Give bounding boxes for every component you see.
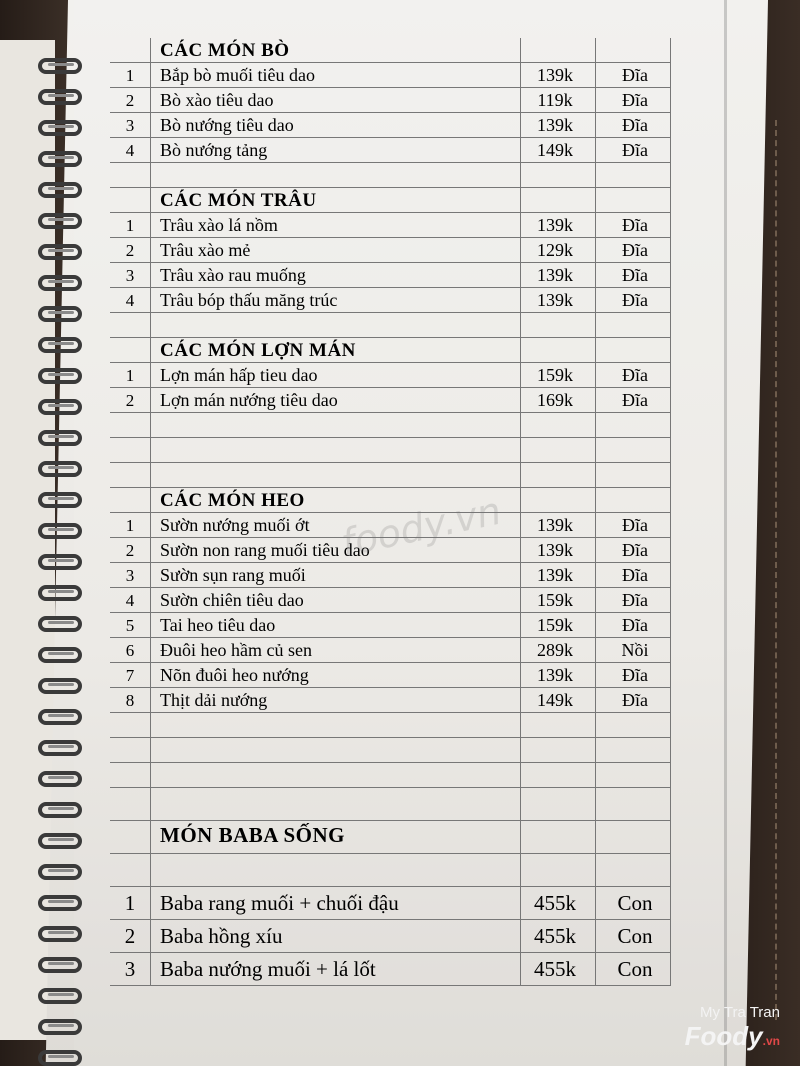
item-price: 139k [537,115,573,135]
item-number: 1 [124,891,136,915]
item-price: 159k [537,615,573,635]
menu-item-row [110,88,670,113]
binding-ring [38,430,82,446]
binding-ring [38,306,82,322]
grid-column-line [150,38,151,986]
item-name: Đuôi heo hầm củ sen [160,640,312,660]
item-name: Thịt dải nướng [160,690,268,710]
item-unit: Đĩa [622,215,648,235]
menu-item-row [110,563,670,588]
section-header [110,821,670,854]
item-unit: Nồi [621,640,649,660]
item-number: 5 [125,616,135,635]
item-name: Trâu xào rau muống [160,265,306,285]
item-price: 149k [537,140,573,160]
blank-row [110,438,670,463]
binding-ring [38,492,82,508]
foody-logo [685,1021,780,1052]
item-price: 139k [537,540,573,560]
item-price: 289k [537,640,573,660]
blank-row [110,763,670,788]
item-unit: Đĩa [622,390,648,410]
item-number: 6 [125,641,135,660]
item-number: 1 [125,516,135,535]
item-price: 129k [537,240,573,260]
item-unit: Đĩa [622,240,648,260]
item-price: 139k [537,215,573,235]
photo-credit [685,1004,780,1052]
binding-ring [38,864,82,880]
section-title: CÁC MÓN LỢN MÁN [160,340,356,361]
item-number: 4 [125,291,135,310]
binding-ring [38,244,82,260]
item-name: Sườn nướng muối ớt [160,515,310,535]
binding-ring [38,616,82,632]
item-name: Bắp bò muối tiêu dao [160,65,315,85]
item-name: Trâu bóp thấu măng trúc [160,290,338,310]
binding-ring [38,802,82,818]
item-price: 159k [537,590,573,610]
item-unit: Con [617,891,653,915]
item-number: 8 [125,691,135,710]
blank-row [110,788,670,821]
credit-author: My Tra Tran [699,1004,780,1021]
item-number: 2 [124,924,136,948]
item-unit: Đĩa [622,140,648,160]
binding-ring [38,926,82,942]
blank-row [110,854,670,887]
binding-ring [38,182,82,198]
item-number: 3 [125,266,135,285]
item-name: Bò nướng tiêu dao [160,115,294,135]
item-name: Sườn non rang muối tiêu dao [160,540,370,560]
item-unit: Đĩa [622,590,648,610]
item-name: Trâu xào mẻ [160,240,251,260]
item-number: 3 [125,116,135,135]
binding-ring [38,678,82,694]
item-unit: Đĩa [622,565,648,585]
binding-ring [38,740,82,756]
item-number: 3 [125,566,135,585]
item-price: 139k [537,665,573,685]
item-unit: Đĩa [622,515,648,535]
blank-row [110,413,670,438]
menu-item-row [110,953,670,986]
section-header [110,188,670,213]
binding-ring [38,957,82,973]
item-name: Baba hồng xíu [160,924,283,948]
binding-ring [38,585,82,601]
grid-column-line [520,38,521,986]
grid-column-line [670,38,671,986]
item-number: 1 [125,66,135,85]
item-price: 139k [537,290,573,310]
item-number: 2 [125,541,135,560]
binding-ring [38,709,82,725]
section-title: CÁC MÓN BÒ [160,40,290,61]
item-number: 4 [125,141,135,160]
item-number: 2 [125,391,135,410]
brand-suffix: .vn [762,1034,780,1048]
binding-ring [38,275,82,291]
binding-ring [38,833,82,849]
section-header [110,338,670,363]
item-unit: Đĩa [622,265,648,285]
menu-item-row [110,388,670,413]
item-unit: Con [617,957,653,981]
blank-row [110,163,670,188]
item-unit: Đĩa [622,365,648,385]
binding-ring [38,895,82,911]
item-price: 455k [534,891,576,915]
item-name: Baba rang muối + chuối đậu [160,891,399,915]
item-unit: Đĩa [622,665,648,685]
item-unit: Đĩa [622,115,648,135]
item-name: Sườn chiên tiêu dao [160,590,304,610]
item-price: 455k [534,924,576,948]
item-name: Lợn mán hấp tieu dao [160,365,318,385]
item-unit: Đĩa [622,615,648,635]
blank-row [110,713,670,738]
item-price: 149k [537,690,573,710]
item-name: Baba nướng muối + lá lốt [160,957,376,981]
binding-ring [38,337,82,353]
item-number: 1 [125,366,135,385]
binding-ring [38,1019,82,1035]
item-unit: Đĩa [622,290,648,310]
item-number: 2 [125,241,135,260]
cover-stitching [775,120,777,1020]
item-name: Lợn mán nướng tiêu dao [160,390,338,410]
item-unit: Đĩa [622,690,648,710]
section-title: CÁC MÓN HEO [160,490,305,511]
item-price: 139k [537,65,573,85]
binding-ring [38,368,82,384]
menu-item-row [110,363,670,388]
blank-row [110,463,670,488]
item-price: 139k [537,515,573,535]
menu-item-row [110,63,670,88]
item-number: 2 [125,91,135,110]
menu-item-row [110,263,670,288]
binding-ring [38,151,82,167]
binding-ring [38,461,82,477]
binding-ring [38,1050,82,1066]
item-name: Tai heo tiêu dao [160,615,276,635]
brand-name: Foody [684,1021,763,1051]
menu-item-row [110,113,670,138]
blank-row [110,738,670,763]
item-name: Bò xào tiêu dao [160,90,274,110]
grid-column-line [595,38,596,986]
menu-item-row [110,663,670,688]
binding-ring [38,89,82,105]
binding-ring [38,771,82,787]
binding-ring [38,988,82,1004]
section-title: MÓN BABA SỐNG [160,823,346,847]
menu-item-row [110,238,670,263]
menu-item-row [110,588,670,613]
item-price: 159k [537,365,573,385]
menu-item-row [110,288,670,313]
item-unit: Đĩa [622,65,648,85]
item-price: 169k [537,390,573,410]
binding-ring [38,120,82,136]
item-number: 1 [125,216,135,235]
item-name: Sườn sụn rang muối [160,565,306,585]
item-number: 4 [125,591,135,610]
binding-ring [38,213,82,229]
section-header [110,38,670,63]
item-unit: Đĩa [622,90,648,110]
item-price: 455k [534,957,576,981]
section-title: CÁC MÓN TRÂU [160,190,317,211]
item-name: Bò nướng tảng [160,140,268,160]
menu-item-row [110,213,670,238]
menu-item-row [110,638,670,663]
item-price: 119k [537,90,573,110]
menu-item-row [110,920,670,953]
item-name: Nõn đuôi heo nướng [160,665,309,685]
binding-ring [38,399,82,415]
menu-item-row [110,613,670,638]
blank-row [110,313,670,338]
item-price: 139k [537,565,573,585]
menu-item-row [110,688,670,713]
section-header [110,488,670,513]
binding-ring [38,523,82,539]
binding-ring [38,58,82,74]
binding-ring [38,647,82,663]
item-number: 3 [124,957,136,981]
item-unit: Con [617,924,653,948]
item-unit: Đĩa [622,540,648,560]
menu-item-row [110,887,670,920]
item-price: 139k [537,265,573,285]
watermark: foody.vn [337,488,505,566]
item-name: Trâu xào lá nồm [160,215,278,235]
item-number: 7 [125,666,135,685]
menu-item-row [110,138,670,163]
binding-ring [38,554,82,570]
